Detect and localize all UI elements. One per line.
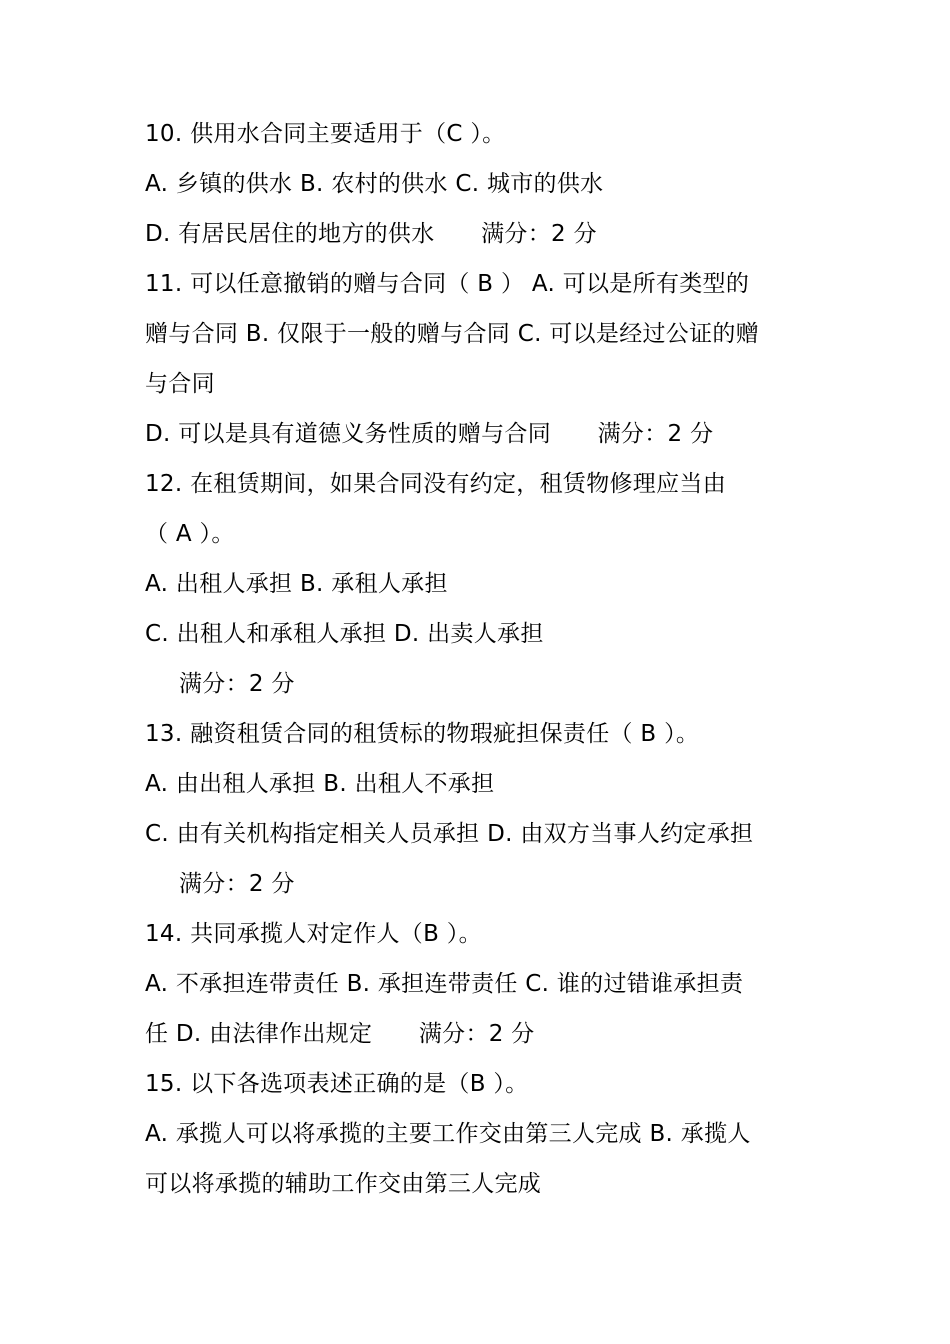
q14-options: A. 不承担连带责任 B. 承担连带责任 C. 谁的过错谁承担责 <box>145 971 744 997</box>
q15-options-continued: 可以将承揽的辅助工作交由第三人完成 <box>145 1171 542 1197</box>
q11-options-continued: 赠与合同 B. 仅限于一般的赠与合同 C. 可以是经过公证的赠 <box>145 321 760 347</box>
q15-options: A. 承揽人可以将承揽的主要工作交由第三人完成 B. 承揽人 <box>145 1121 751 1147</box>
q13-score: 满分：2 分 <box>179 871 295 897</box>
q12-options-ab: A. 出租人承担 B. 承租人承担 <box>145 571 448 597</box>
q15-stem: 15. 以下各选项表述正确的是（B ）。 <box>145 1071 529 1097</box>
q12-answer: （ A ）。 <box>145 521 235 547</box>
q13-options-cd: C. 由有关机构指定相关人员承担 D. 由双方当事人约定承担 <box>145 821 754 847</box>
q10-stem: 10. 供用水合同主要适用于（C ）。 <box>145 121 506 147</box>
q12-options-cd: C. 出租人和承租人承担 D. 出卖人承担 <box>145 621 544 647</box>
q13-options-ab: A. 由出租人承担 B. 出租人不承担 <box>145 771 495 797</box>
q13-stem: 13. 融资租赁合同的租赁标的物瑕疵担保责任（ B ）。 <box>145 721 700 747</box>
q10-option-d-score: D. 有居民居住的地方的供水 满分：2 分 <box>145 221 597 247</box>
q12-score: 满分：2 分 <box>179 671 295 697</box>
question-text-block <box>145 109 810 1209</box>
q11-options-continued-2: 与合同 <box>145 371 215 397</box>
q11-stem: 11. 可以任意撤销的赠与合同（ B ） A. 可以是所有类型的 <box>145 271 750 297</box>
q10-options-abc: A. 乡镇的供水 B. 农村的供水 C. 城市的供水 <box>145 171 604 197</box>
q14-options-score: 任 D. 由法律作出规定 满分：2 分 <box>145 1021 535 1047</box>
q14-stem: 14. 共同承揽人对定作人（B ）。 <box>145 921 482 947</box>
q11-option-d-score: D. 可以是具有道德义务性质的赠与合同 满分：2 分 <box>145 421 714 447</box>
q12-stem: 12. 在租赁期间，如果合同没有约定，租赁物修理应当由 <box>145 471 726 497</box>
